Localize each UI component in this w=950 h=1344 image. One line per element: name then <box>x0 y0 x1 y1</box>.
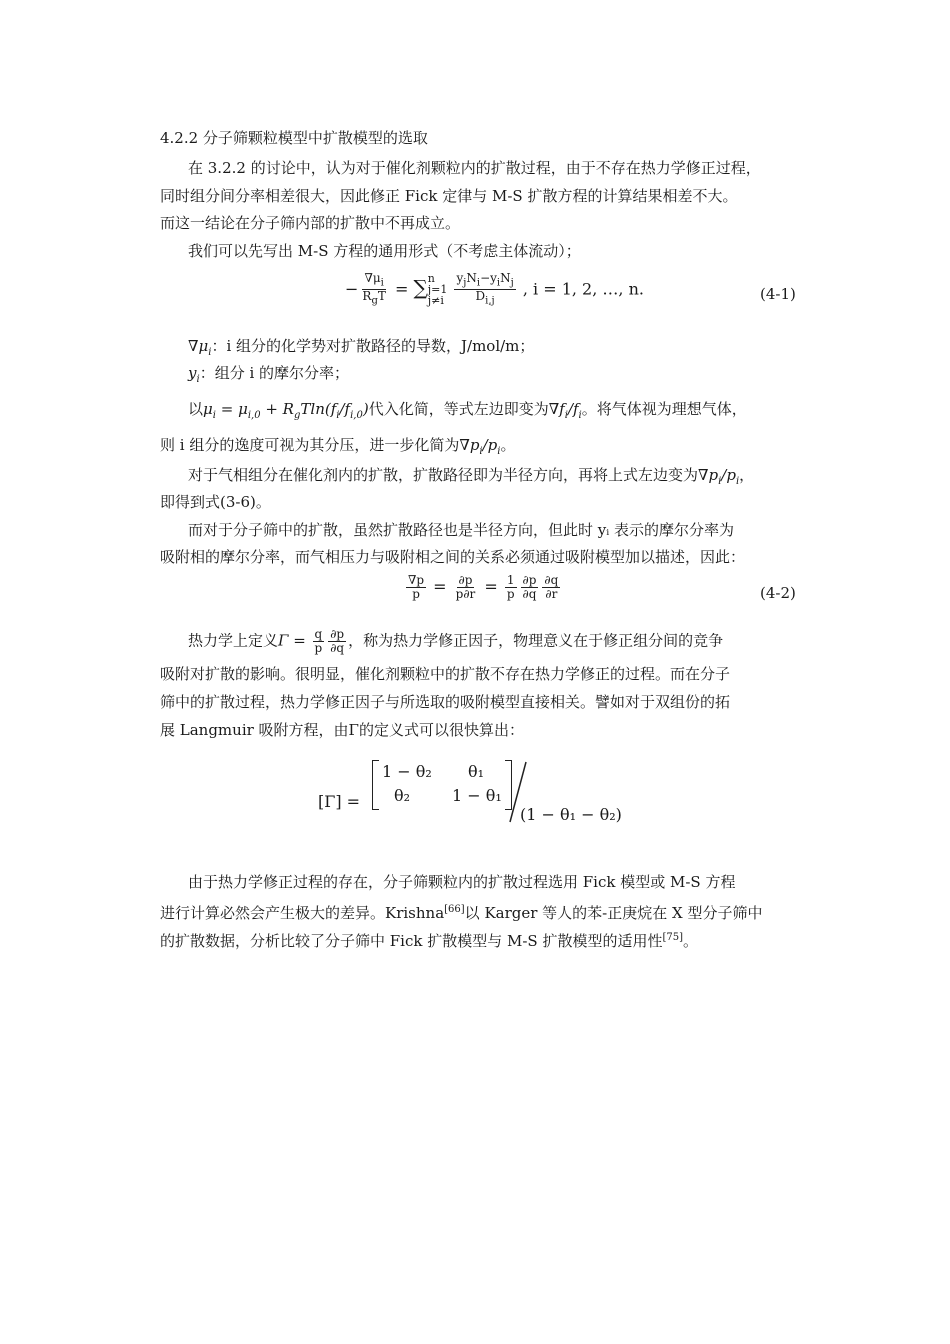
paragraph-line: 我们可以先写出 M-S 方程的通用形式（不考虑主体流动）； <box>188 242 581 260</box>
equation-tail: , i = 1, 2, …, n. <box>522 279 644 299</box>
paragraph-line: 进行计算必然会产生极大的差异。Krishna[66]以 Karger 等人的苯-正庚烷在 X 型分子筛中 <box>160 904 763 922</box>
paragraph-line: 吸附对扩散的影响。很明显，催化剂颗粒中的扩散不存在热力学修正的过程。而在分子 <box>160 665 731 683</box>
paragraph-line: 而这一结论在分子筛内部的扩散中不再成立。 <box>160 214 461 232</box>
paragraph-line: 在 3.2.2 的讨论中，认为对于催化剂颗粒内的扩散过程，由于不存在热力学修正过程， <box>188 159 761 177</box>
section-heading: 4.2.2 分子筛颗粒模型中扩散模型的选取 <box>160 129 428 147</box>
equation-number: (4-1) <box>760 285 796 303</box>
equation-4-1: − $\frac{\nabla\mu_i}{R_gT}$ = ∑n j=1 j≠i $\frac{y_jN_i-y_iN_j}{D_{i,j}}$ , i = 1, 2, …, n. <box>345 271 644 308</box>
paragraph-line: 即得到式(3-6)。 <box>160 493 271 511</box>
gamma-lhs: [Γ] = <box>318 792 361 811</box>
paragraph-line: 以$\mu_i = \mu_{i,0} + R_gTln(f_i/f_{i,0})$代入化简，等式左边即变为$\nabla f_i/f_i$。将气体视为理想气体， <box>188 400 747 421</box>
paragraph-line: 热力学上定义Γ = $\frac{q}{p}$ $\frac{\partial p}{\partial q}$ ，称为热力学修正因子，物理意义在于修正组分间的竞争 <box>188 627 724 655</box>
paragraph-line: 吸附相的摩尔分率，而气相压力与吸附相之间的关系必须通过吸附模型加以描述，因此： <box>160 548 746 566</box>
paragraph-line: 同时组分间分率相差很大，因此修正 Fick 定律与 M-S 扩散方程的计算结果相差不大。 <box>160 187 738 205</box>
gamma-matrix: 1 − θ₂ θ₁ θ₂ 1 − θ₁ <box>372 760 512 810</box>
gamma-denominator: (1 − θ₁ − θ₂) <box>520 805 622 824</box>
equation-4-2: $\frac{\nabla p}{p}$ = $\frac{\partial p}{p\partial r}$ = $\frac{1}{p}$ $\frac{\partial p}{\partial q}$ $\frac{\partial q}{\partial r}$ <box>408 573 559 601</box>
paragraph-line: 对于气相组分在催化剂内的扩散，扩散路径即为半径方向，再将上式左边变为$\nabla p_i/p_i$， <box>188 466 755 487</box>
paragraph-line: 则 i 组分的逸度可视为其分压，进一步化简为$\nabla p_i/p_i$。 <box>160 436 516 457</box>
definition-line: $y_i$：组分 i 的摩尔分率； <box>188 364 350 385</box>
citation: [75] <box>662 932 684 943</box>
paragraph-line: 而对于分子筛中的扩散，虽然扩散路径也是半径方向，但此时 yᵢ 表示的摩尔分率为 <box>188 521 735 539</box>
equation-number: (4-2) <box>760 584 796 602</box>
paragraph-line: 由于热力学修正过程的存在，分子筛颗粒内的扩散过程选用 Fick 模型或 M-S 方程 <box>188 873 736 891</box>
citation: [66] <box>444 904 465 915</box>
paragraph-line: 的扩散数据，分析比较了分子筛中 Fick 扩散模型与 M-S 扩散模型的适用性[75]。 <box>160 932 699 950</box>
definition-line: $\nabla\mu_i$：i 组分的化学势对扩散路径的导数，J/mol/m； <box>188 337 535 358</box>
paragraph-line: 展 Langmuir 吸附方程，由Γ的定义式可以很快算出： <box>160 721 524 739</box>
paragraph-line: 筛中的扩散过程，热力学修正因子与所选取的吸附模型直接相关。譬如对于双组份的拓 <box>160 693 731 711</box>
